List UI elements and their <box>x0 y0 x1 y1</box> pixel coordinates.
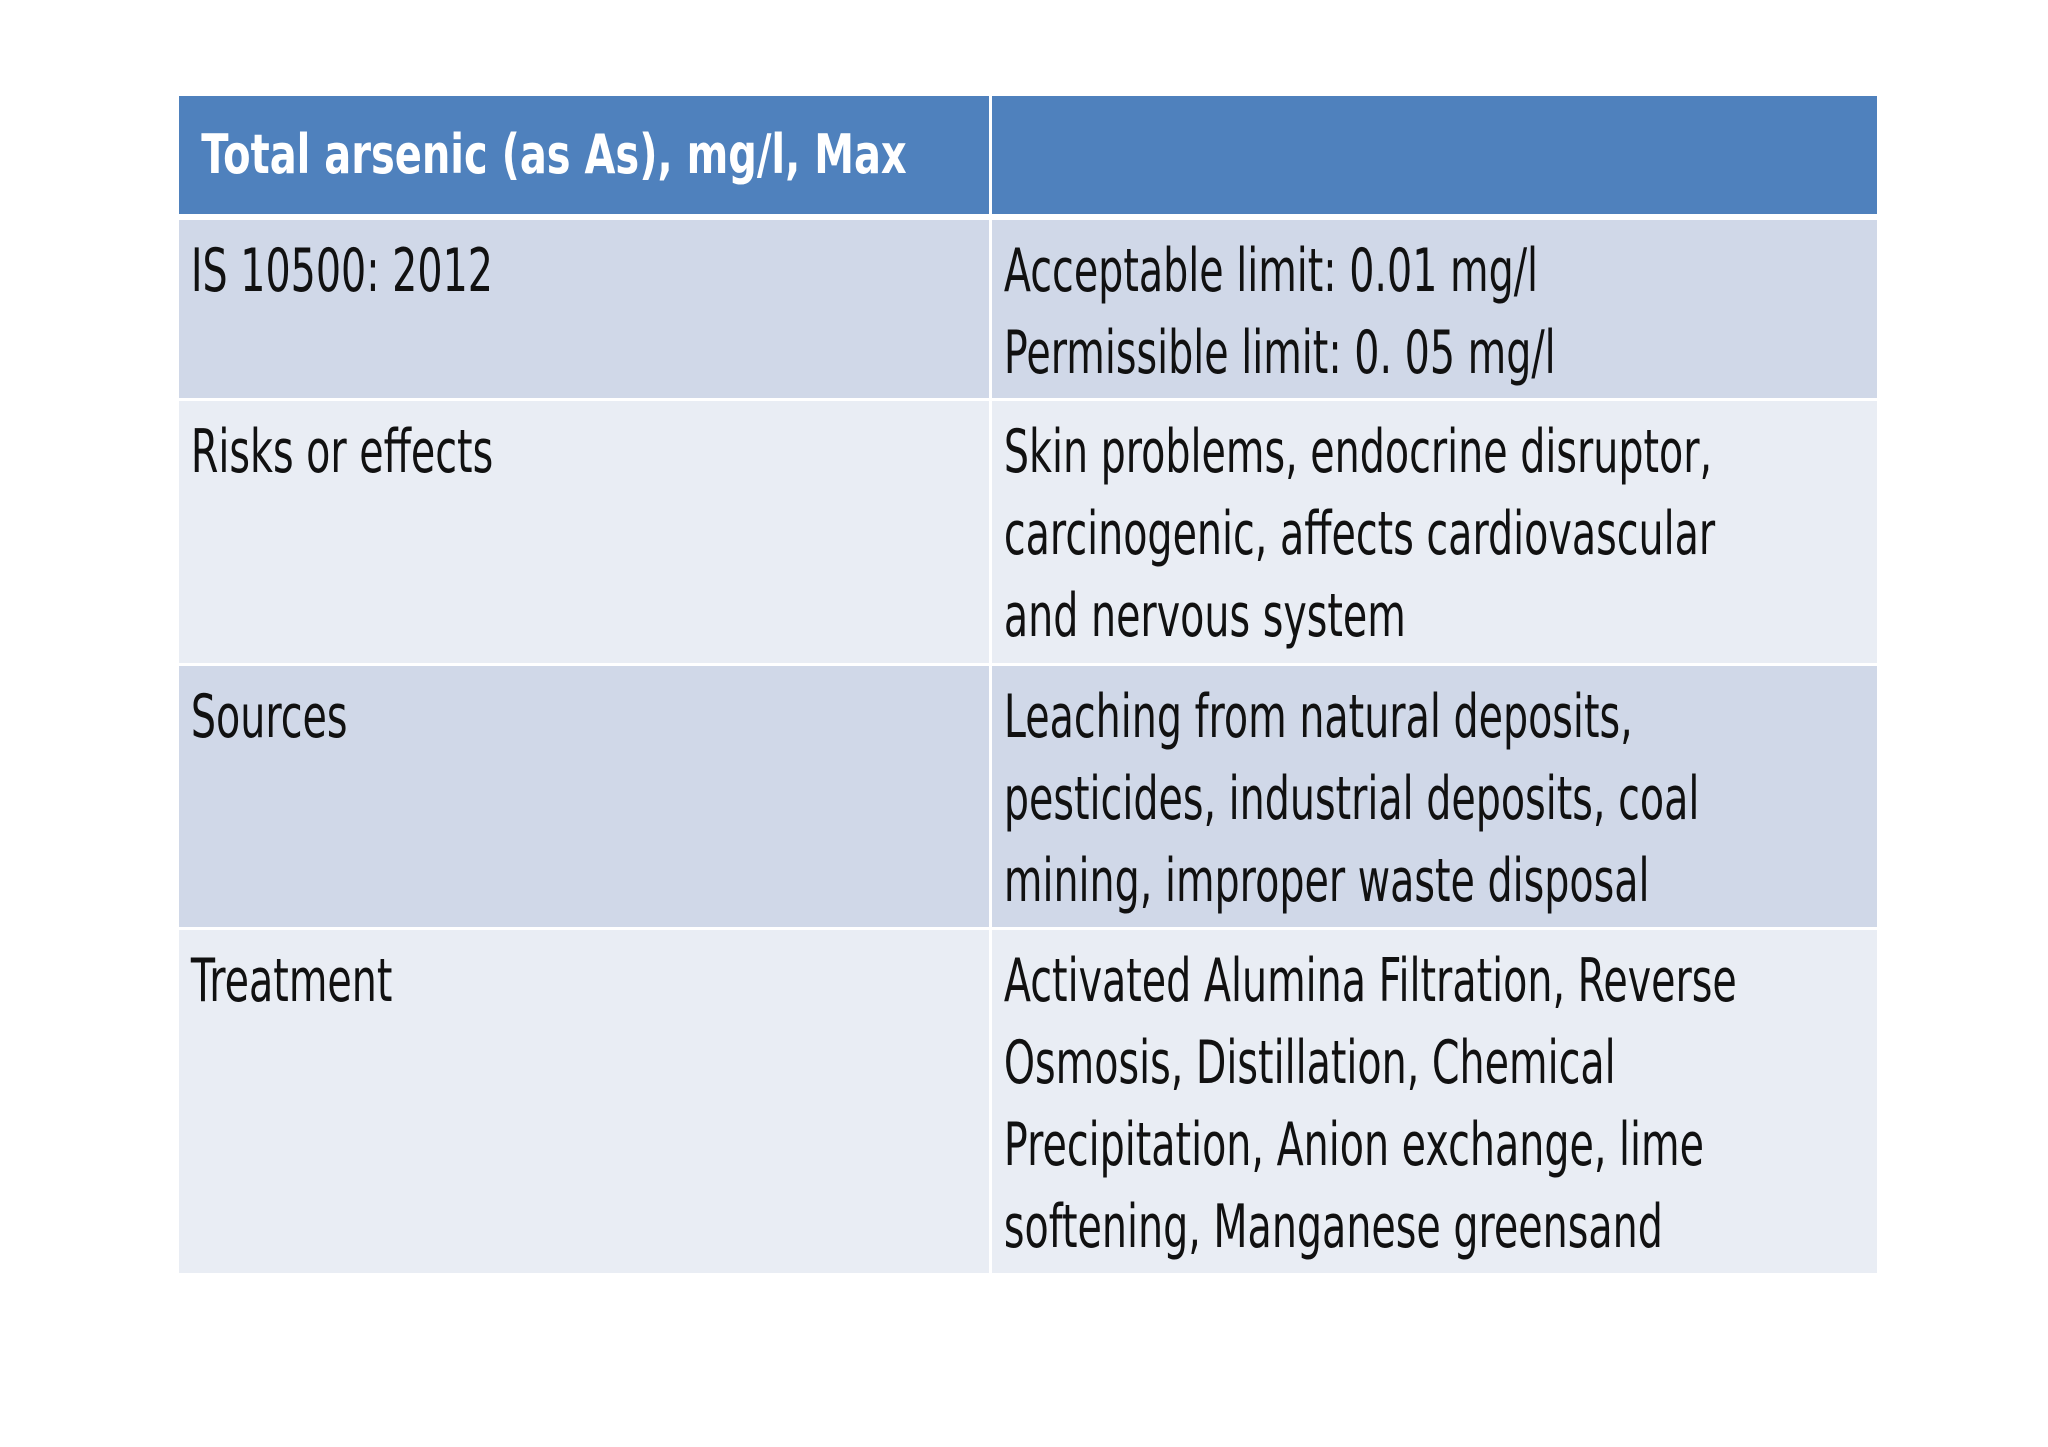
row-label-cell <box>179 930 992 1273</box>
value-line: Leaching from natural deposits, <box>1003 682 1633 752</box>
value-line: Activated Alumina Filtration, Reverse <box>1003 946 1737 1016</box>
header-cell-parameter <box>179 96 992 220</box>
table-row-risks <box>179 401 1877 666</box>
header-title: Total arsenic (as As), mg/l, Max <box>201 123 907 186</box>
value-line: and nervous system <box>1003 581 1406 651</box>
row-label: Sources <box>190 682 348 752</box>
value-line: carcinogenic, affects cardiovascular <box>1003 499 1716 569</box>
header-cell-empty <box>992 96 1877 220</box>
row-label: Treatment <box>190 946 393 1016</box>
row-value <box>992 220 1576 394</box>
row-value <box>992 666 1700 922</box>
table-row-treatment <box>179 930 1877 1273</box>
value-line: softening, Manganese greensand <box>1003 1192 1663 1262</box>
value-line: Skin problems, endocrine disruptor, <box>1003 417 1713 487</box>
value-line: Osmosis, Distillation, Chemical <box>1003 1028 1616 1098</box>
row-label: IS 10500: 2012 <box>190 236 493 306</box>
arsenic-table <box>179 96 1877 1273</box>
table-header-row <box>179 96 1877 220</box>
value-line: Acceptable limit: 0.01 mg/l <box>1003 236 1539 306</box>
row-value-cell <box>992 220 1877 401</box>
value-line: pesticides, industrial deposits, coal <box>1003 764 1700 834</box>
value-line: mining, improper waste disposal <box>1003 846 1650 916</box>
table-row-standard <box>179 220 1877 401</box>
table-row-sources <box>179 666 1877 930</box>
value-line: Precipitation, Anion exchange, lime <box>1003 1110 1704 1180</box>
row-value-cell <box>992 666 1877 930</box>
row-label-cell <box>179 220 992 401</box>
row-label-cell <box>179 401 992 666</box>
row-label-cell <box>179 666 992 930</box>
row-value <box>992 930 1737 1268</box>
value-line: Permissible limit: 0. 05 mg/l <box>1003 318 1556 388</box>
row-label: Risks or effects <box>190 417 494 487</box>
row-value-cell <box>992 930 1877 1273</box>
row-value-cell <box>992 401 1877 666</box>
row-value <box>992 401 1716 657</box>
